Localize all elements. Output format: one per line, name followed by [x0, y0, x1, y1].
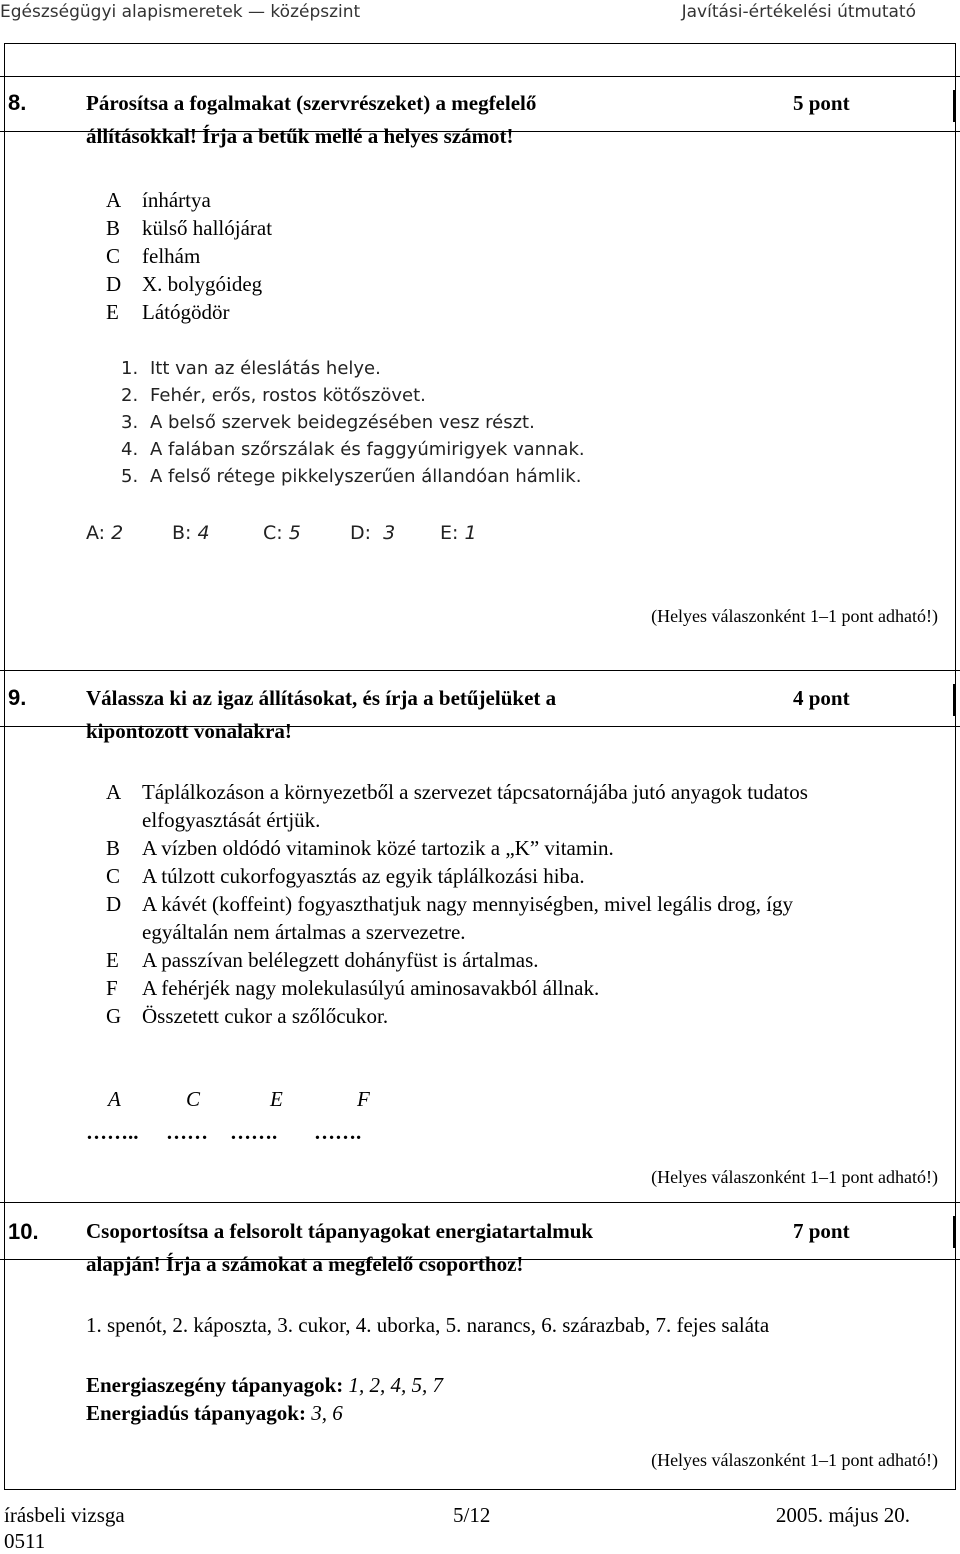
header-right: Javítási-értékelési útmutató — [681, 2, 916, 22]
q9-answer-blanks: …….. …… ……. ……. — [86, 1120, 362, 1144]
list-item: A Táplálkozáson a környezetből a szervezet tápcsatornájába jutó anyagok tudatos — [106, 780, 808, 804]
q9-number: 9. — [8, 685, 27, 710]
q10-points: 7 pont — [793, 1219, 850, 1243]
list-item: B külső hallójárat — [106, 216, 273, 240]
list-item-continuation: elfogyasztását értjük. — [142, 808, 321, 832]
answer-d: D: 3 — [350, 522, 396, 544]
q10-margin-tick — [953, 1216, 956, 1248]
q8-margin-tick — [953, 90, 956, 122]
q9-answer-letters: A C E F — [108, 1087, 370, 1111]
q8-top-rule — [0, 76, 960, 77]
list-item: 5. A felső rétege pikkelyszerűen állandóan hámlik. — [121, 466, 582, 487]
answer-c: C: 5 — [263, 522, 301, 544]
q8-title-line2: állításokkal! Írja a betűk mellé a helyes számot! — [86, 124, 514, 148]
footer-page-number: 5/12 — [453, 1503, 491, 1527]
list-item: G Összetett cukor a szőlőcukor. — [106, 1004, 389, 1028]
list-item: D A kávét (koffeint) fogyaszthatjuk nagy mennyiségben, mivel legális drog, így — [106, 892, 794, 916]
footer-exam-type: írásbeli vizsga — [4, 1503, 125, 1527]
q9-title-line1: Válassza ki az igaz állításokat, és írja a betűjelüket a — [86, 686, 557, 710]
q9-scoring-note: (Helyes válaszonként 1–1 pont adható!) — [651, 1167, 938, 1187]
q10-title-line2: alapján! Írja a számokat a megfelelő csoporthoz! — [86, 1252, 524, 1276]
list-item: E A passzívan belélegzett dohányfüst is ártalmas. — [106, 948, 539, 972]
answer-e: E: 1 — [440, 522, 477, 544]
list-item: D X. bolygóideg — [106, 272, 263, 296]
q8-number: 8. — [8, 90, 27, 115]
list-item: A ínhártya — [106, 188, 211, 212]
footer-code: 0511 — [4, 1529, 46, 1553]
q8-statement-list — [121, 355, 585, 490]
q9-statement-list — [106, 778, 808, 1030]
list-item: 3. A belső szervek beidegzésében vesz részt. — [121, 412, 535, 433]
list-item: C felhám — [106, 244, 201, 268]
answer-a: A: 2 — [86, 522, 124, 544]
list-item: 2. Fehér, erős, rostos kötőszövet. — [121, 385, 426, 406]
list-item: 4. A falában szőrszálak és faggyúmirigyek vannak. — [121, 439, 585, 460]
q8-points: 5 pont — [793, 91, 850, 115]
list-item: E Látógödör — [106, 300, 230, 324]
list-item-continuation: egyáltalán nem ártalmas a szervezetre. — [142, 920, 466, 944]
q10-top-rule — [0, 1202, 960, 1203]
q9-top-rule — [0, 670, 960, 671]
q8-title-line1: Párosítsa a fogalmakat (szervrészeket) a megfelelő — [86, 91, 537, 115]
answer-b: B: 4 — [172, 522, 210, 544]
list-item: B A vízben oldódó vitaminok közé tartozik a „K” vitamin. — [106, 836, 614, 860]
q10-number: 10. — [8, 1219, 39, 1244]
list-item: F A fehérjék nagy molekulasúlyú aminosavakból állnak. — [106, 976, 600, 1000]
q8-item-list — [106, 186, 272, 326]
q9-points: 4 pont — [793, 686, 850, 710]
list-item: 1. Itt van az éleslátás helye. — [121, 358, 381, 379]
q8-answers — [86, 522, 477, 544]
q8-scoring-note: (Helyes válaszonként 1–1 pont adható!) — [651, 606, 938, 626]
header-left: Egészségügyi alapismeretek — középszint — [0, 2, 361, 22]
q9-margin-tick — [953, 684, 956, 716]
footer-date: 2005. május 20. — [775, 1503, 910, 1527]
list-item: C A túlzott cukorfogyasztás az egyik táplálkozási hiba. — [106, 864, 585, 888]
q10-high-energy: Energiadús tápanyagok: 3, 6 — [86, 1401, 343, 1425]
q10-low-energy: Energiaszegény tápanyagok: 1, 2, 4, 5, 7 — [86, 1373, 443, 1397]
q10-title-line1: Csoportosítsa a felsorolt tápanyagokat energiatartalmuk — [86, 1219, 594, 1243]
q10-food-list: 1. spenót, 2. káposzta, 3. cukor, 4. uborka, 5. narancs, 6. szárazbab, 7. fejes saláta — [86, 1313, 770, 1337]
q10-scoring-note: (Helyes válaszonként 1–1 pont adható!) — [651, 1450, 938, 1470]
q9-title-line2: kipontozott vonalakra! — [86, 719, 292, 743]
